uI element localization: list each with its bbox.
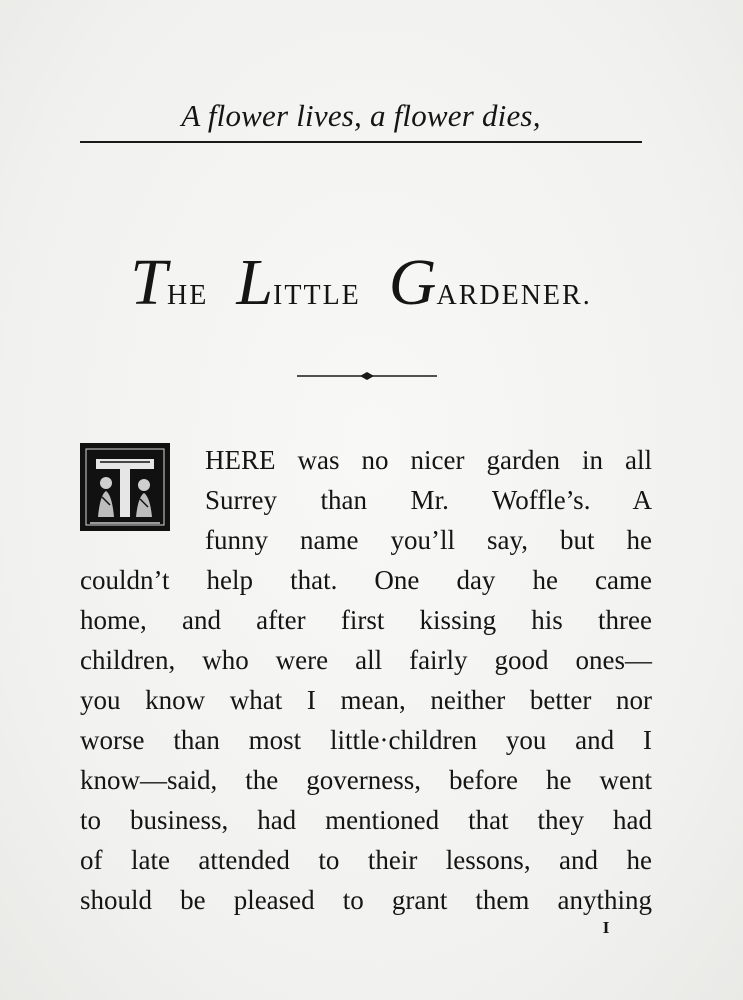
title-word-rest: ARDENER. [436, 280, 592, 311]
body-line: should be pleased to grant them anything [80, 885, 652, 915]
ornament-divider [297, 370, 437, 382]
body-line: know—said, the governess, before he went [80, 765, 652, 795]
body-line: home, and after first kissing his three [80, 605, 652, 635]
body-paragraph [80, 440, 652, 920]
body-line: funny name you’ll say, but he [205, 525, 652, 555]
title-initial: L [236, 246, 274, 319]
running-head: A flower lives, a flower dies, [181, 98, 541, 133]
body-line: worse than most little·children you and I [80, 725, 652, 755]
body-line: to business, had mentioned that they had [80, 805, 652, 835]
page-number: I [602, 918, 610, 937]
body-line: HERE was no nicer garden in all [205, 445, 652, 475]
title-word-rest: ITTLE [273, 280, 361, 311]
title-word-little [236, 246, 361, 319]
title-initial: T [130, 246, 167, 319]
body-line: of late attended to their lessons, and he [80, 845, 652, 875]
body-line: couldn’t help that. One day he came [80, 565, 652, 595]
header-rule [80, 141, 642, 143]
body-line: you know what I mean, neither better nor [80, 685, 652, 715]
chapter-title [80, 246, 642, 330]
title-word-the [130, 246, 209, 319]
title-word-gardener [388, 246, 592, 319]
title-initial: G [388, 246, 437, 319]
body-line: children, who were all fairly good ones— [80, 645, 652, 675]
body-line: Surrey than Mr. Woffle’s. A [205, 485, 652, 515]
title-word-rest: HE [167, 280, 209, 311]
